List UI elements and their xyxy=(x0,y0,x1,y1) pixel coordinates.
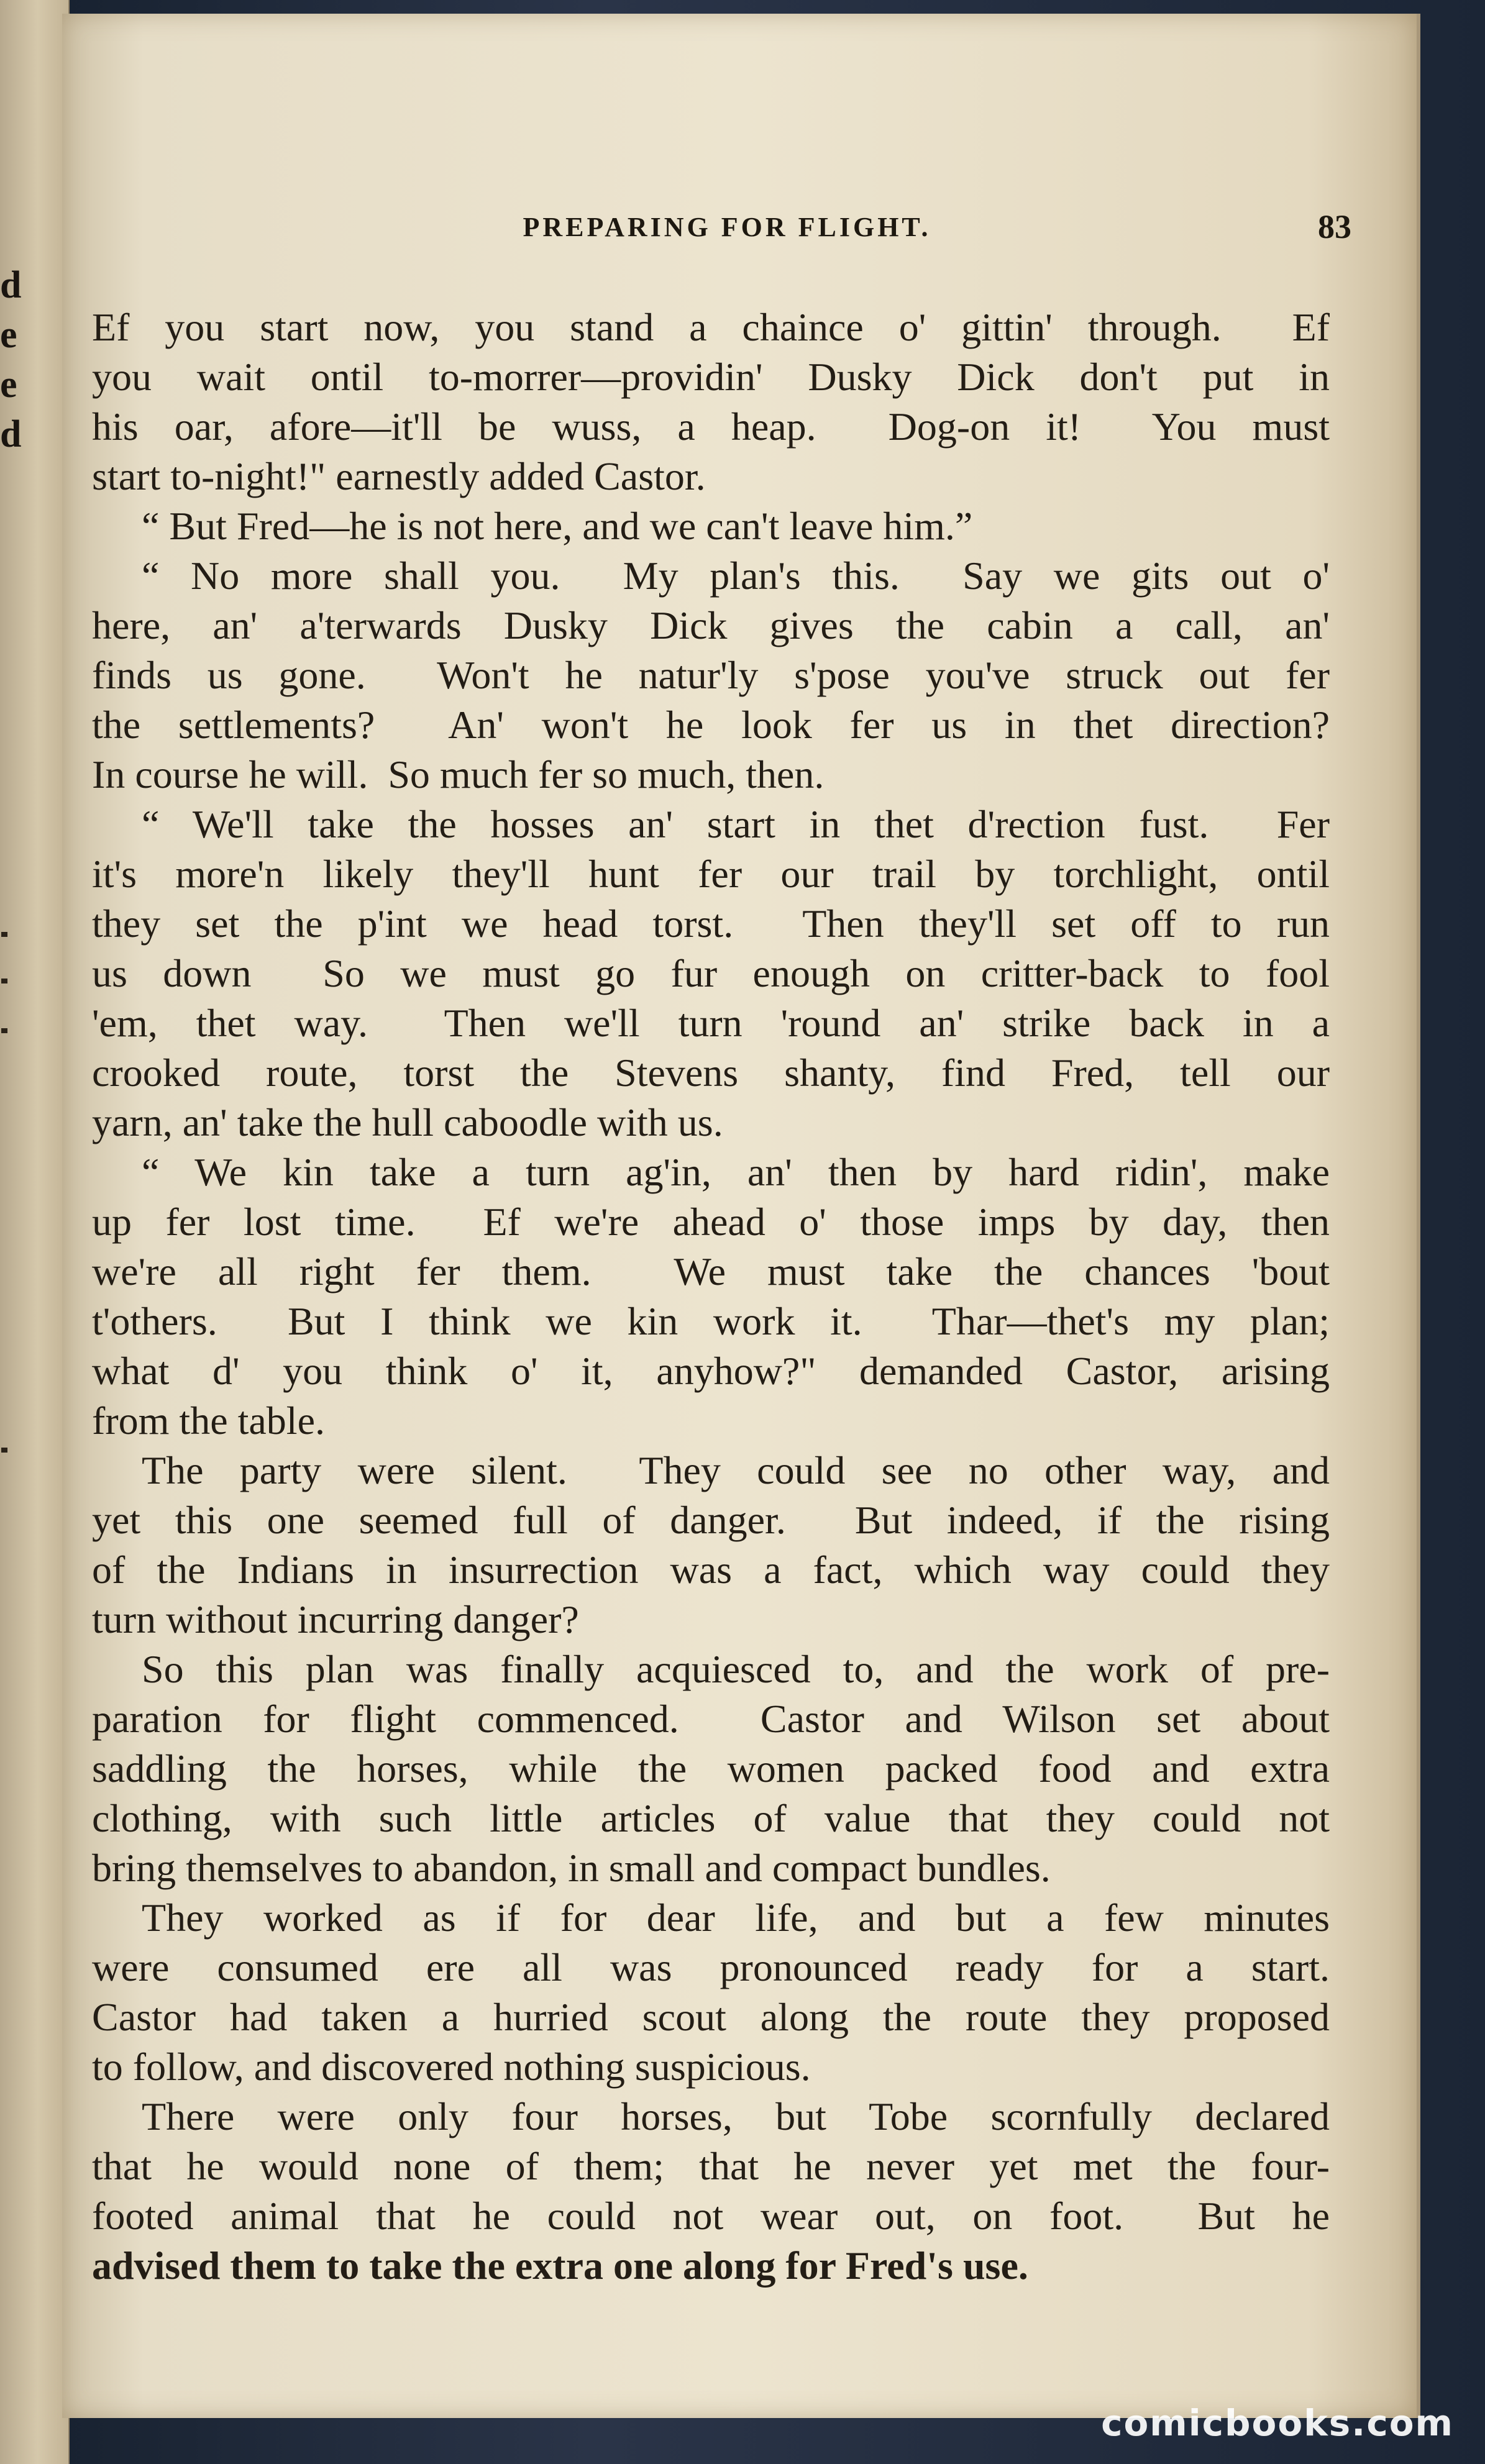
ink-mark xyxy=(1,1028,7,1033)
text-line: you wait ontil to-morrer—providin' Dusky Dick don't put in xyxy=(92,355,1330,399)
text-line: In course he will. So much fer so much, then. xyxy=(92,752,825,796)
book-page xyxy=(62,14,1420,2418)
text-line: it's more'n likely they'll hunt fer our trail by torchlight, ontil xyxy=(92,852,1330,896)
text-line: advised them to take the extra one along for Fred's use. xyxy=(92,2243,1028,2288)
page-header xyxy=(62,208,1392,249)
text-line: of the Indians in insurrection was a fact, which way could they xyxy=(92,1548,1330,1592)
text-line: There were only four horses, but Tobe scornfully declared xyxy=(142,2094,1330,2138)
text-line: they set the p'int we head torst. Then they'll set off to run xyxy=(92,901,1330,946)
text-line: So this plan was finally acquiesced to, and the work of pre- xyxy=(142,1647,1330,1691)
text-line: t'others. But I think we kin work it. Thar—thet's my plan; xyxy=(92,1299,1330,1343)
previous-page-fragment: d xyxy=(0,264,22,306)
text-line: “ But Fred—he is not here, and we can't leave him.” xyxy=(142,504,973,548)
text-line: the settlements? An' won't he look fer us in thet direction? xyxy=(92,703,1330,747)
ink-mark xyxy=(1,1448,7,1453)
page-number: 83 xyxy=(1318,208,1351,245)
text-line: Castor had taken a hurried scout along the route they proposed xyxy=(92,1995,1330,2039)
text-line: “ No more shall you. My plan's this. Say we gits out o' xyxy=(142,554,1330,598)
running-head: PREPARING FOR FLIGHT. xyxy=(523,212,931,242)
previous-page-fragment: e xyxy=(0,314,17,356)
text-line: They worked as if for dear life, and but a few minutes xyxy=(142,1896,1330,1940)
previous-page-fragment: d xyxy=(0,413,22,455)
text-line: saddling the horses, while the women packed food and extra xyxy=(92,1746,1330,1791)
text-line: paration for flight commenced. Castor and Wilson set about xyxy=(92,1697,1330,1741)
text-line: “ We'll take the hosses an' start in thet d'rection fust. Fer xyxy=(142,802,1330,846)
text-line: “ We kin take a turn ag'in, an' then by hard ridin', make xyxy=(142,1150,1330,1194)
previous-page-fragment: e xyxy=(0,363,17,406)
text-line: here, an' a'terwards Dusky Dick gives the cabin a call, an' xyxy=(92,603,1330,647)
site-watermark: comicbooks.com xyxy=(1101,2402,1454,2444)
text-line: footed animal that he could not wear out, on foot. But he xyxy=(92,2194,1330,2238)
text-line: up fer lost time. Ef we're ahead o' those imps by day, then xyxy=(92,1200,1330,1244)
text-line: finds us gone. Won't he natur'ly s'pose you've struck out fer xyxy=(92,653,1330,697)
text-line: his oar, afore—it'll be wuss, a heap. Dog-on it! You must xyxy=(92,404,1330,449)
text-line: from the table. xyxy=(92,1399,325,1443)
text-line: Ef you start now, you stand a chaince o' gittin' through. Ef xyxy=(92,305,1330,349)
ink-mark xyxy=(1,979,7,983)
body-text xyxy=(92,303,1330,2291)
text-line: yet this one seemed full of danger. But indeed, if the rising xyxy=(92,1498,1330,1542)
text-line: what d' you think o' it, anyhow?" demanded Castor, arising xyxy=(92,1349,1330,1393)
text-line: bring themselves to abandon, in small and compact bundles. xyxy=(92,1846,1051,1890)
text-line: that he would none of them; that he never yet met the four- xyxy=(92,2144,1330,2188)
text-line: to follow, and discovered nothing suspicious. xyxy=(92,2045,811,2089)
text-line: start to-night!" earnestly added Castor. xyxy=(92,454,706,498)
text-line: turn without incurring danger? xyxy=(92,1597,579,1641)
text-line: yarn, an' take the hull caboodle with us. xyxy=(92,1100,723,1144)
text-line: we're all right fer them. We must take the chances 'bout xyxy=(92,1249,1330,1294)
ink-mark xyxy=(1,932,7,937)
text-line: were consumed ere all was pronounced ready for a start. xyxy=(92,1945,1330,1989)
text-line: The party were silent. They could see no other way, and xyxy=(142,1448,1330,1492)
text-line: crooked route, torst the Stevens shanty, find Fred, tell our xyxy=(92,1051,1330,1095)
text-line: us down So we must go fur enough on critter-back to fool xyxy=(92,951,1330,995)
text-line: clothing, with such little articles of value that they could not xyxy=(92,1796,1330,1840)
previous-page-edge xyxy=(0,0,70,2464)
text-line: 'em, thet way. Then we'll turn 'round an' strike back in a xyxy=(92,1001,1330,1045)
